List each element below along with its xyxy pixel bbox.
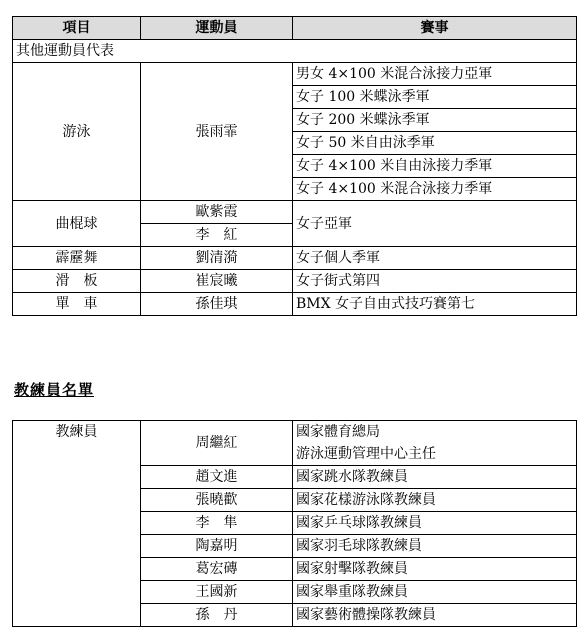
header-event: 賽事 (293, 17, 577, 40)
category-cell: 教練員 (13, 421, 141, 627)
athlete-cell: 崔宸曦 (141, 270, 293, 293)
table-row (13, 270, 577, 293)
athletes-table (12, 16, 577, 316)
event-cell: 女子 200 米蝶泳季軍 (293, 109, 577, 132)
table-row (13, 421, 577, 444)
coach-role: 國家射擊隊教練員 (293, 558, 577, 581)
coaches-table (12, 420, 577, 627)
athlete-cell: 劉清漪 (141, 247, 293, 270)
coach-role: 國家舉重隊教練員 (293, 581, 577, 604)
table-row (13, 63, 577, 86)
event-cell: 女子個人季軍 (293, 247, 577, 270)
event-cell: 女子 50 米自由泳季軍 (293, 132, 577, 155)
coach-role: 國家跳水隊教練員 (293, 466, 577, 489)
coach-name: 陶嘉明 (141, 535, 293, 558)
table-row (13, 247, 577, 270)
coach-name: 趙文進 (141, 466, 293, 489)
coach-name: 王國新 (141, 581, 293, 604)
sport-cell: 霹靂舞 (13, 247, 141, 270)
event-cell: 女子 100 米蝶泳季軍 (293, 86, 577, 109)
table-row (13, 293, 577, 316)
event-cell: 男女 4×100 米混合泳接力亞軍 (293, 63, 577, 86)
header-athlete: 運動員 (141, 17, 293, 40)
coach-list-heading: 教練員名單 (14, 381, 95, 399)
section-row (13, 40, 577, 63)
section-label: 其他運動員代表 (13, 40, 577, 63)
coach-role: 國家羽毛球隊教練員 (293, 535, 577, 558)
event-cell: BMX 女子自由式技巧賽第七 (293, 293, 577, 316)
event-cell: 女子 4×100 米自由泳接力季軍 (293, 155, 577, 178)
athlete-cell: 李 紅 (141, 224, 293, 247)
coach-role: 游泳運動管理中心主任 (293, 443, 577, 466)
coach-role: 國家體育總局 (293, 421, 577, 444)
header-sport: 項目 (13, 17, 141, 40)
sport-cell: 滑 板 (13, 270, 141, 293)
coach-role: 國家藝術體操隊教練員 (293, 604, 577, 627)
coach-name: 孫 丹 (141, 604, 293, 627)
coach-role: 國家花樣游泳隊教練員 (293, 489, 577, 512)
event-cell: 女子 4×100 米混合泳接力季軍 (293, 178, 577, 201)
coach-name: 李 隼 (141, 512, 293, 535)
coach-name: 張曉歡 (141, 489, 293, 512)
athlete-cell: 張雨霏 (141, 63, 293, 201)
coach-name: 葛宏磚 (141, 558, 293, 581)
event-cell: 女子街式第四 (293, 270, 577, 293)
event-cell: 女子亞軍 (293, 201, 577, 247)
table-row (13, 201, 577, 224)
sport-cell: 單 車 (13, 293, 141, 316)
sport-cell: 游泳 (13, 63, 141, 201)
coach-role: 國家乒乓球隊教練員 (293, 512, 577, 535)
sport-cell: 曲棍球 (13, 201, 141, 247)
coach-name: 周繼紅 (141, 421, 293, 466)
athlete-cell: 歐紫霞 (141, 201, 293, 224)
header-row (13, 17, 577, 40)
athlete-cell: 孫佳琪 (141, 293, 293, 316)
